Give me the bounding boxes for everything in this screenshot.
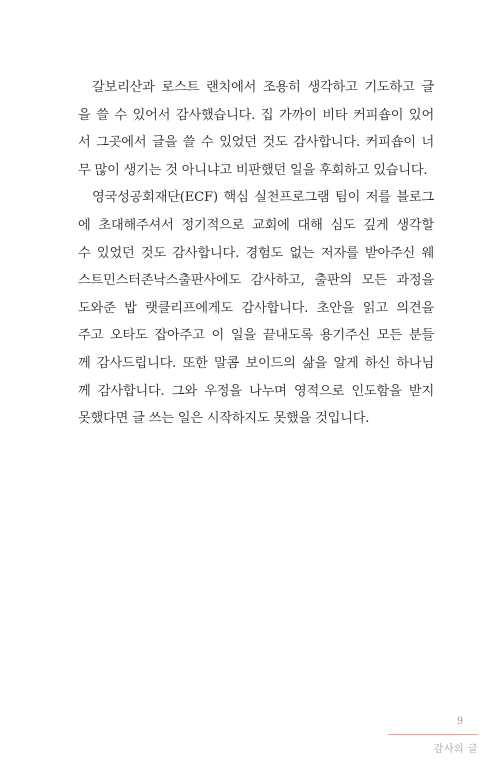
body-text (78, 74, 434, 433)
paragraph-2-line-3: 수 있었던 것도 감사합니다. 경험도 없는 저자를 받아주신 웨 (78, 245, 434, 261)
paragraph-2-line-7: 께 감사드립니다. 또한 말콤 보이드의 삶을 알게 하신 하나님 (78, 355, 434, 371)
paragraph-2-line-2: 에 초대해주셔서 정기적으로 교회에 대해 심도 깊게 생각할 (78, 217, 434, 233)
paragraph-1-line-4: 무 많이 생기는 것 아니냐고 비판했던 일을 후회하고 있습니다. (78, 162, 428, 178)
paragraph-1-line-1: 갈보리산과 로스트 랜치에서 조용히 생각하고 기도하고 글 (92, 80, 434, 95)
running-footer-title: 감사의 글 (433, 744, 478, 755)
paragraph-2-line-4: 스트민스터존낙스출판사에도 감사하고, 출판의 모든 과정을 (78, 273, 434, 289)
paragraph-1-line-2: 을 쓸 수 있어서 감사했습니다. 집 가까이 비타 커피숍이 있어 (78, 107, 434, 123)
paragraph-2-line-1: 영국성공회재단(ECF) 핵심 실천프로그램 팀이 저를 블로그 (92, 190, 434, 206)
paragraph-2-line-6: 주고 오타도 잡아주고 이 일을 끝내도록 용기주신 모든 분들 (78, 328, 434, 344)
page-number: 9 (456, 716, 464, 727)
paragraph-1-line-3: 서 그곳에서 글을 쓸 수 있었던 것도 감사합니다. 커피숍이 너 (78, 135, 434, 151)
paragraph-2-line-5: 도와준 밥 랫클리프에게도 감사합니다. 초안을 읽고 의견을 (78, 300, 434, 316)
footer-divider (388, 734, 478, 735)
paragraph-2-line-8: 께 감사합니다. 그와 우정을 나누며 영적으로 인도함을 받지 (78, 383, 434, 399)
paragraph-2-line-9: 못했다면 글 쓰는 일은 시작하지도 못했을 것입니다. (78, 411, 370, 427)
